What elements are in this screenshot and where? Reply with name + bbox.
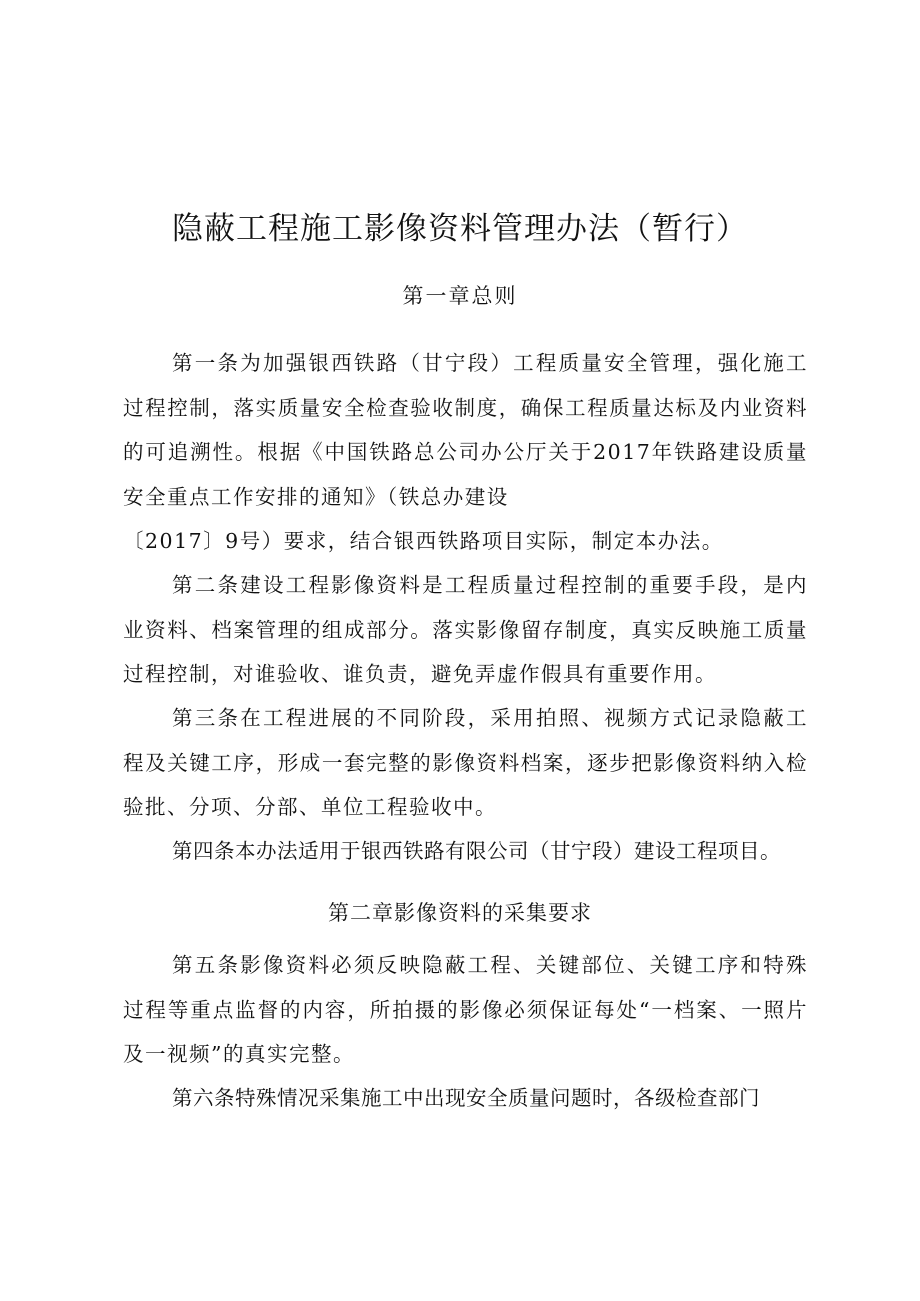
article-1-continuation: 〔2017〕9号）要求，结合银西铁路项目实际，制定本办法。 (123, 529, 724, 553)
article-2-paragraph: 第二条建设工程影像资料是工程质量过程控制的重要手段，是内业资料、档案管理的组成部分。落实影像留存制度，真实反映施工质量过程控制，对谁验收、谁负责，避免弄虚作假具有重要作用。 (123, 573, 808, 686)
chapter-heading-1: 第一章总则 (402, 284, 518, 308)
article-4-paragraph: 第四条本办法适用于银西铁路有限公司（甘宁段）建设工程项目。 (172, 839, 781, 863)
chapter-heading-2: 第二章影像资料的采集要求 (328, 901, 592, 925)
article-5-paragraph: 第五条影像资料必须反映隐蔽工程、关键部位、关键工序和特殊过程等重点监督的内容，所拍摄的影像必须保证每处“一档案、一照片及一视频”的真实完整。 (123, 953, 808, 1066)
document-title: 隐蔽工程施工影像资料管理办法（暂行） (172, 211, 748, 247)
article-6-paragraph: 第六条特殊情况采集施工中出现安全质量问题时，各级检查部门 (172, 1086, 760, 1110)
article-3-paragraph: 第三条在工程进展的不同阶段，采用拍照、视频方式记录隐蔽工程及关键工序，形成一套完整的影像资料档案，逐步把影像资料纳入检验批、分项、分部、单位工程验收中。 (123, 706, 808, 819)
article-1-paragraph: 第一条为加强银西铁路（甘宁段）工程质量安全管理，强化施工过程控制，落实质量安全检查验收制度，确保工程质量达标及内业资料的可追溯性。根据《中国铁路总公司办公厅关于2017年铁路建设质量安全重点工作安排的通知》（铁总办建设 (123, 351, 808, 509)
